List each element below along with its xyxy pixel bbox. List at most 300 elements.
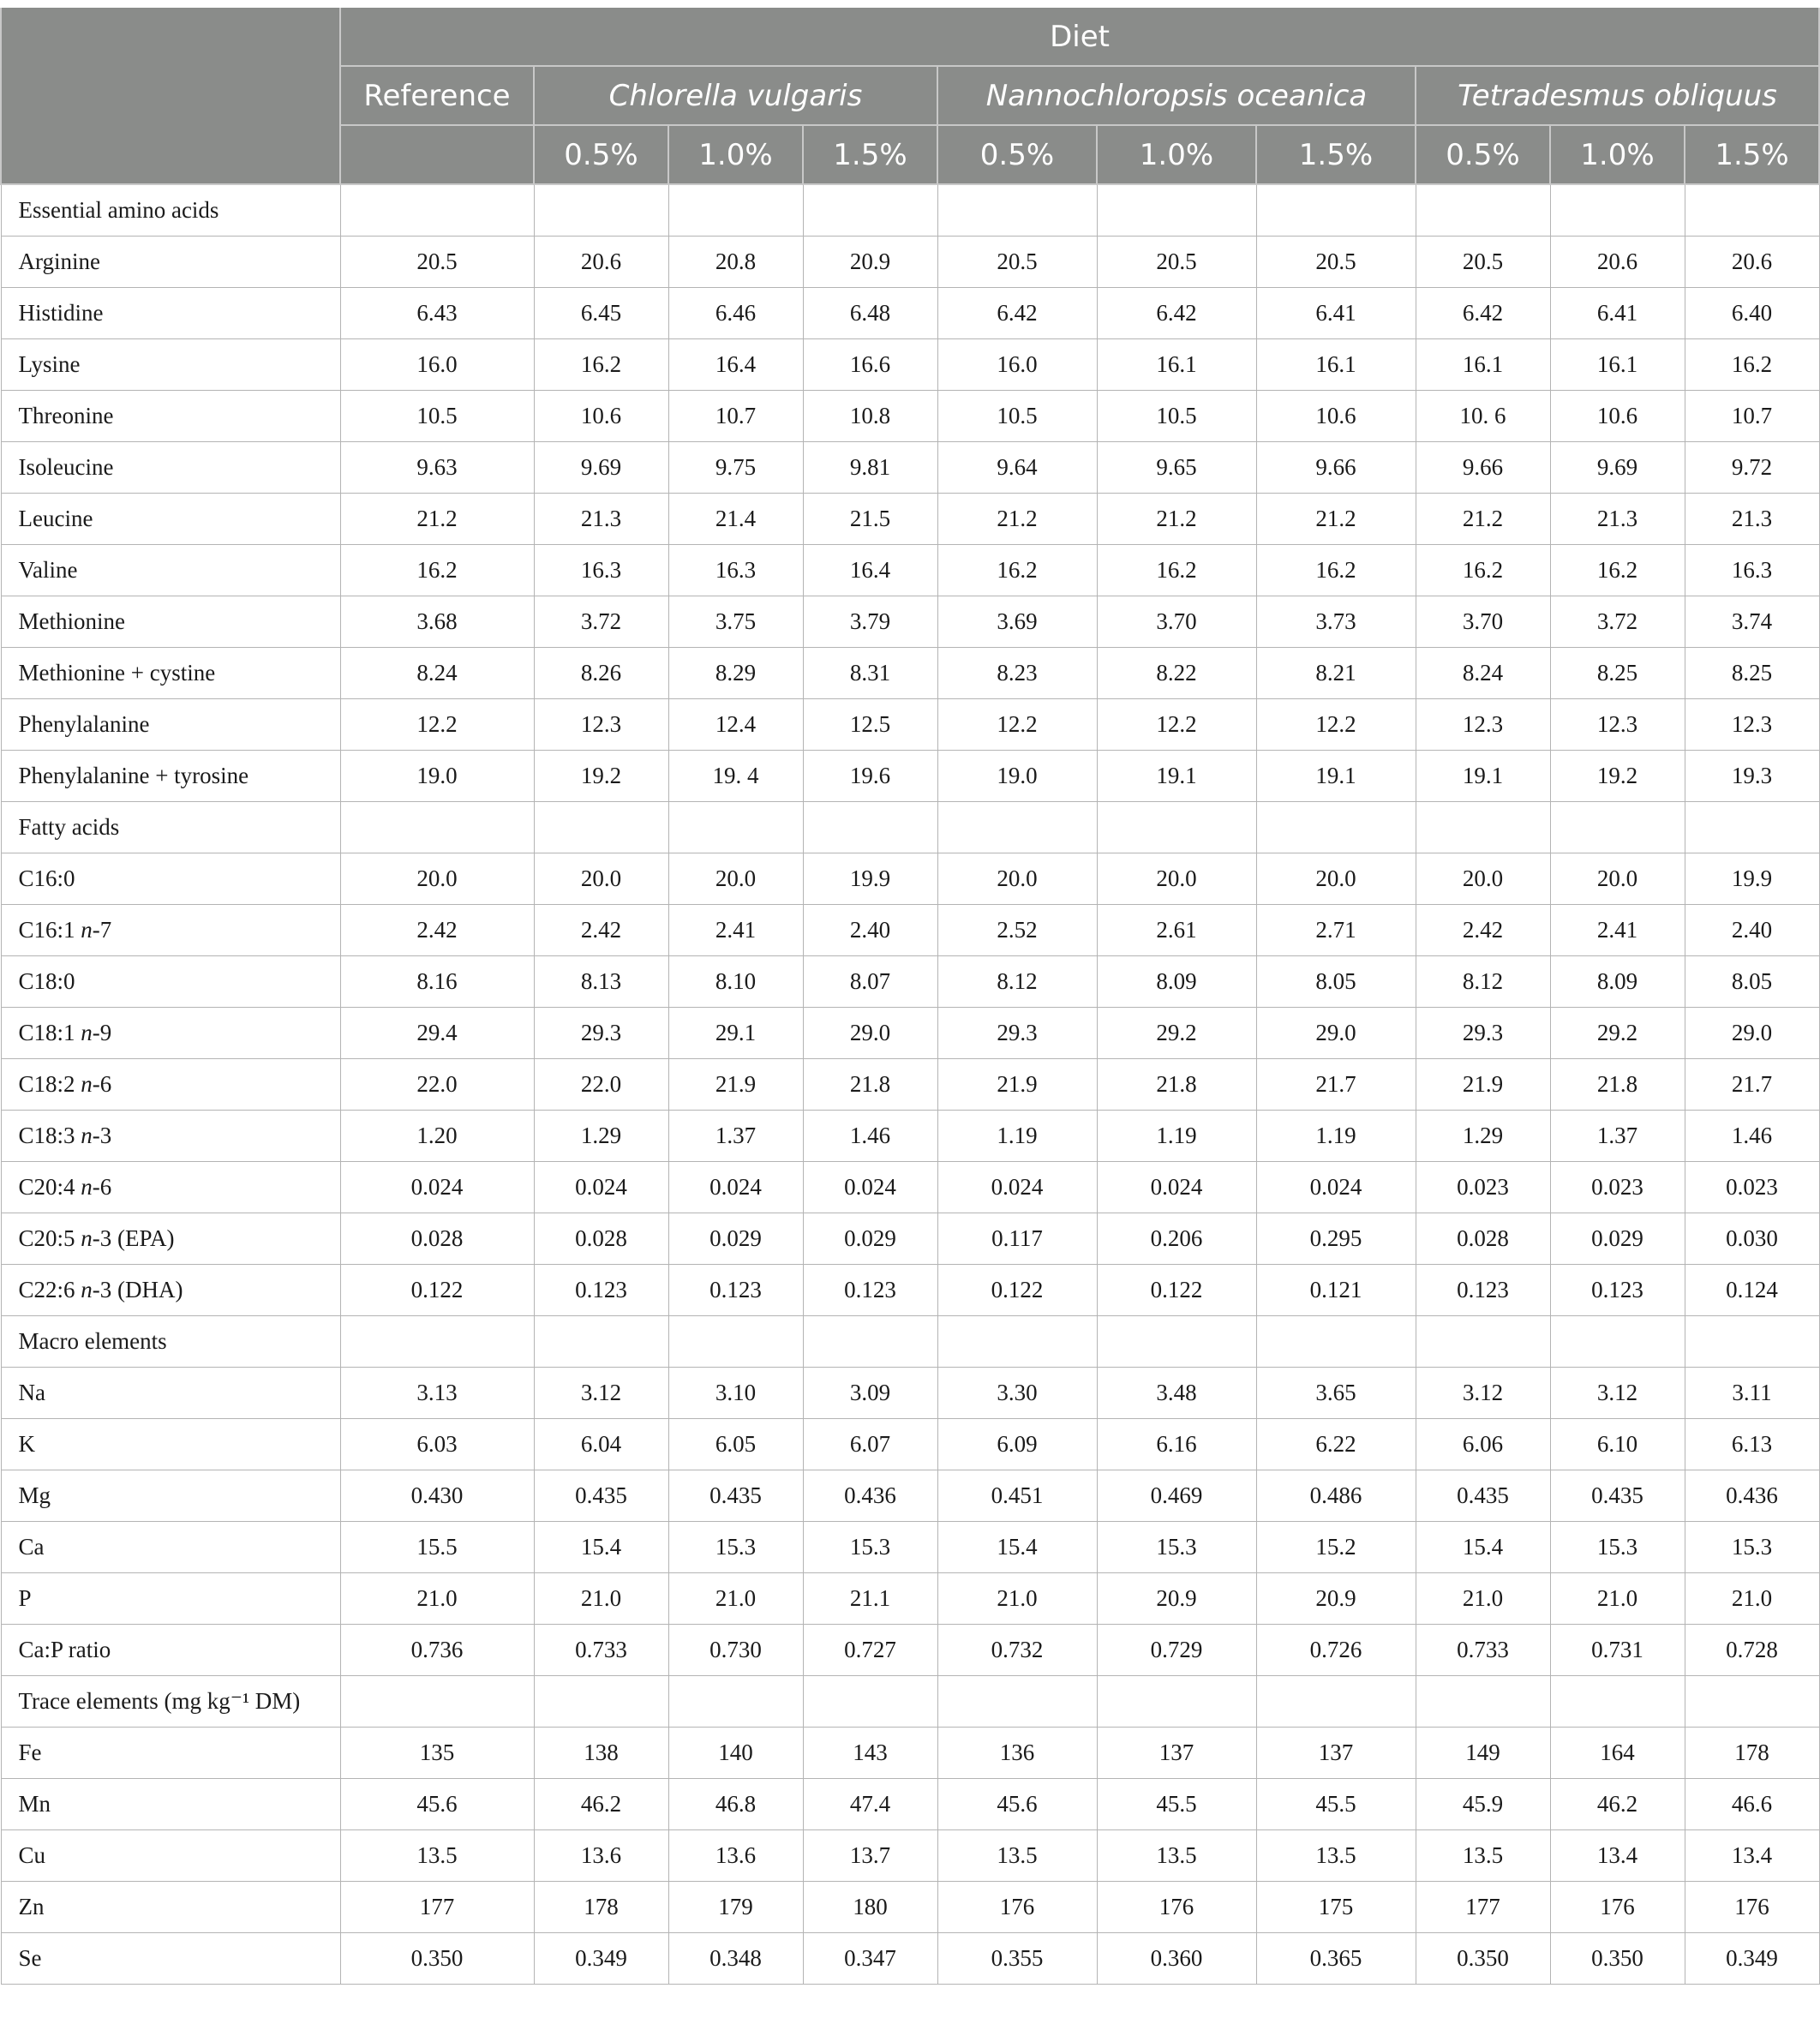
table-cell: 46.6: [1685, 1779, 1819, 1830]
row-label-text: P: [18, 1585, 32, 1611]
table-cell: 0.024: [1097, 1162, 1256, 1213]
table-cell: 8.12: [937, 956, 1097, 1008]
table-cell: 10.6: [1256, 391, 1416, 442]
table-cell: 10.7: [668, 391, 803, 442]
table-row: [1, 545, 1819, 596]
table-cell: 13.4: [1550, 1830, 1685, 1882]
table-cell: 8.05: [1685, 956, 1819, 1008]
row-label-text: Se: [18, 1945, 42, 1971]
table-cell: 0.030: [1685, 1213, 1819, 1265]
table-cell: 9.69: [534, 442, 668, 494]
table-cell: 20.9: [803, 237, 937, 288]
table-cell: [1416, 184, 1550, 237]
table-cell: 20.6: [534, 237, 668, 288]
table-cell: 0.365: [1256, 1933, 1416, 1985]
table-cell: 3.09: [803, 1368, 937, 1419]
table-cell: 21.2: [1097, 494, 1256, 545]
table-cell: 0.206: [1097, 1213, 1256, 1265]
table-cell: 2.40: [803, 905, 937, 956]
row-label: [1, 1830, 340, 1882]
table-cell: 15.3: [1685, 1522, 1819, 1573]
row-label-italic: n: [81, 917, 93, 943]
table-cell: [534, 1676, 668, 1728]
row-label: [1, 1779, 340, 1830]
table-cell: 20.0: [668, 853, 803, 905]
table-cell: 137: [1097, 1728, 1256, 1779]
table-row: [1, 1419, 1819, 1470]
table-cell: 0.360: [1097, 1933, 1256, 1985]
row-label-italic: n: [81, 1174, 93, 1200]
table-cell: 0.122: [1097, 1265, 1256, 1316]
table-cell: 6.40: [1685, 288, 1819, 339]
table-cell: 0.024: [668, 1162, 803, 1213]
table-row: [1, 1059, 1819, 1111]
table-cell: 6.22: [1256, 1419, 1416, 1470]
header-diet: Diet: [340, 8, 1819, 66]
table-cell: 9.66: [1256, 442, 1416, 494]
table-cell: 19. 4: [668, 751, 803, 802]
table-cell: 9.72: [1685, 442, 1819, 494]
table-cell: 0.355: [937, 1933, 1097, 1985]
table-cell: 20.0: [340, 853, 534, 905]
table-cell: 177: [1416, 1882, 1550, 1933]
table-cell: 6.06: [1416, 1419, 1550, 1470]
table-cell: 0.028: [340, 1213, 534, 1265]
row-label-italic: n: [81, 1071, 93, 1097]
table-cell: 12.3: [1685, 699, 1819, 751]
table-cell: 1.29: [1416, 1111, 1550, 1162]
table-cell: 21.3: [534, 494, 668, 545]
table-cell: 0.028: [534, 1213, 668, 1265]
table-cell: 16.2: [1097, 545, 1256, 596]
table-cell: 2.71: [1256, 905, 1416, 956]
row-label-text: Fe: [18, 1740, 42, 1765]
table-cell: 21.5: [803, 494, 937, 545]
table-cell: 21.8: [1550, 1059, 1685, 1111]
table-cell: 0.024: [340, 1162, 534, 1213]
table-cell: 0.124: [1685, 1265, 1819, 1316]
header-level: 1.0%: [668, 125, 803, 184]
table-cell: 2.42: [534, 905, 668, 956]
table-cell: 0.123: [803, 1265, 937, 1316]
table-row: [1, 1830, 1819, 1882]
section-row: [1, 1316, 1819, 1368]
table-cell: 3.12: [534, 1368, 668, 1419]
table-cell: 0.731: [1550, 1625, 1685, 1676]
table-cell: 16.2: [1256, 545, 1416, 596]
table-cell: 29.3: [534, 1008, 668, 1059]
table-cell: 20.5: [937, 237, 1097, 288]
header-level: 0.5%: [534, 125, 668, 184]
table-cell: [340, 802, 534, 853]
row-label-text: Isoleucine: [18, 454, 114, 480]
table-cell: 21.9: [668, 1059, 803, 1111]
row-label-italic: n: [81, 1225, 93, 1251]
table-cell: 29.4: [340, 1008, 534, 1059]
table-cell: 13.6: [534, 1830, 668, 1882]
table-cell: 9.66: [1416, 442, 1550, 494]
table-cell: [1097, 802, 1256, 853]
table-cell: 45.5: [1256, 1779, 1416, 1830]
table-cell: 3.70: [1416, 596, 1550, 648]
row-label-tail: -3 (DHA): [92, 1277, 183, 1302]
table-cell: 16.2: [534, 339, 668, 391]
table-cell: [534, 184, 668, 237]
row-label-text: Ca: [18, 1534, 45, 1560]
table-cell: 8.23: [937, 648, 1097, 699]
row-label-text: C16:0: [18, 865, 75, 891]
row-label-text: Mn: [18, 1791, 51, 1817]
row-label-text: Zn: [18, 1894, 45, 1919]
table-cell: 21.3: [1685, 494, 1819, 545]
table-cell: 0.728: [1685, 1625, 1819, 1676]
table-cell: [340, 1676, 534, 1728]
row-label: [1, 1419, 340, 1470]
table-row: [1, 1213, 1819, 1265]
table-cell: 16.3: [534, 545, 668, 596]
row-label: [1, 1625, 340, 1676]
table-cell: 16.2: [1685, 339, 1819, 391]
table-cell: 6.46: [668, 288, 803, 339]
table-cell: 16.1: [1097, 339, 1256, 391]
table-cell: 0.486: [1256, 1470, 1416, 1522]
table-cell: 0.349: [1685, 1933, 1819, 1985]
row-label: [1, 339, 340, 391]
row-label: [1, 1470, 340, 1522]
table-cell: 21.2: [1416, 494, 1550, 545]
row-label: [1, 1111, 340, 1162]
table-cell: 22.0: [340, 1059, 534, 1111]
table-cell: [668, 184, 803, 237]
row-label-italic: n: [81, 1020, 93, 1045]
table-cell: 12.3: [534, 699, 668, 751]
header-level: 0.5%: [937, 125, 1097, 184]
table-cell: 9.81: [803, 442, 937, 494]
table-cell: [803, 1316, 937, 1368]
table-cell: 0.430: [340, 1470, 534, 1522]
section-label: [1, 184, 340, 237]
table-cell: [340, 1316, 534, 1368]
table-cell: 21.0: [1685, 1573, 1819, 1625]
header-group-chlorella: Chlorella vulgaris: [534, 66, 937, 125]
table-cell: 10.6: [1550, 391, 1685, 442]
row-label-italic: n: [81, 1123, 93, 1148]
table-cell: 0.023: [1685, 1162, 1819, 1213]
row-label-text: Phenylalanine: [18, 711, 150, 737]
table-cell: 21.2: [937, 494, 1097, 545]
table-row: [1, 391, 1819, 442]
row-label: [1, 1059, 340, 1111]
table-cell: 1.19: [937, 1111, 1097, 1162]
table-cell: 20.5: [1256, 237, 1416, 288]
table-cell: 3.73: [1256, 596, 1416, 648]
row-label-text: Methionine + cystine: [18, 660, 216, 686]
table-cell: 6.07: [803, 1419, 937, 1470]
table-cell: 16.2: [340, 545, 534, 596]
table-cell: 0.435: [668, 1470, 803, 1522]
row-label-text: C18:3: [18, 1123, 81, 1148]
table-cell: 2.42: [340, 905, 534, 956]
table-cell: 0.733: [534, 1625, 668, 1676]
table-cell: 0.023: [1416, 1162, 1550, 1213]
table-cell: 12.2: [340, 699, 534, 751]
table-cell: 138: [534, 1728, 668, 1779]
table-cell: 177: [340, 1882, 534, 1933]
table-cell: 0.736: [340, 1625, 534, 1676]
table-row: [1, 288, 1819, 339]
table-cell: [1685, 184, 1819, 237]
table-cell: [1685, 1316, 1819, 1368]
row-label-text: C20:4: [18, 1174, 81, 1200]
table-cell: 20.9: [1097, 1573, 1256, 1625]
table-cell: 29.0: [1685, 1008, 1819, 1059]
row-label-tail: -3: [92, 1123, 112, 1148]
row-label: [1, 442, 340, 494]
table-cell: 21.0: [534, 1573, 668, 1625]
table-cell: 149: [1416, 1728, 1550, 1779]
table-cell: 9.69: [1550, 442, 1685, 494]
table-cell: 15.3: [668, 1522, 803, 1573]
table-row: [1, 699, 1819, 751]
header-level: 1.0%: [1097, 125, 1256, 184]
table-row: [1, 956, 1819, 1008]
table-cell: 6.42: [937, 288, 1097, 339]
table-cell: [1685, 1676, 1819, 1728]
table-cell: 10.5: [1097, 391, 1256, 442]
table-cell: 21.9: [937, 1059, 1097, 1111]
table-cell: 22.0: [534, 1059, 668, 1111]
table-cell: 16.0: [937, 339, 1097, 391]
row-label: [1, 1573, 340, 1625]
table-cell: 0.350: [1416, 1933, 1550, 1985]
table-cell: 29.0: [1256, 1008, 1416, 1059]
table-row: [1, 1573, 1819, 1625]
row-label-text: C18:1: [18, 1020, 81, 1045]
table-cell: 0.117: [937, 1213, 1097, 1265]
table-cell: 3.70: [1097, 596, 1256, 648]
table-cell: 19.2: [534, 751, 668, 802]
row-label-italic: n: [81, 1277, 93, 1302]
table-cell: 2.52: [937, 905, 1097, 956]
row-label-text: Phenylalanine + tyrosine: [18, 763, 249, 788]
table-cell: 6.13: [1685, 1419, 1819, 1470]
table-cell: 0.350: [1550, 1933, 1685, 1985]
section-row: [1, 1676, 1819, 1728]
table-cell: [1097, 1316, 1256, 1368]
table-cell: 0.451: [937, 1470, 1097, 1522]
table-cell: 1.19: [1256, 1111, 1416, 1162]
table-cell: 21.0: [340, 1573, 534, 1625]
table-cell: 29.2: [1550, 1008, 1685, 1059]
table-cell: [937, 1316, 1097, 1368]
header-level: 0.5%: [1416, 125, 1550, 184]
table-cell: 2.61: [1097, 905, 1256, 956]
table-cell: 15.3: [1097, 1522, 1256, 1573]
table-cell: 20.0: [1550, 853, 1685, 905]
row-label-text: Macro elements: [18, 1328, 167, 1354]
row-label-text: Arginine: [18, 249, 100, 274]
row-label-text: C18:2: [18, 1071, 81, 1097]
table-cell: 3.68: [340, 596, 534, 648]
table-cell: [1256, 802, 1416, 853]
table-cell: 21.8: [803, 1059, 937, 1111]
table-cell: 47.4: [803, 1779, 937, 1830]
table-cell: 178: [534, 1882, 668, 1933]
table-cell: 0.122: [340, 1265, 534, 1316]
section-label: [1, 802, 340, 853]
table-cell: 3.30: [937, 1368, 1097, 1419]
row-label: [1, 905, 340, 956]
table-cell: 178: [1685, 1728, 1819, 1779]
header-level: 1.5%: [803, 125, 937, 184]
table-cell: 21.4: [668, 494, 803, 545]
table-cell: 3.65: [1256, 1368, 1416, 1419]
table-cell: 20.0: [1416, 853, 1550, 905]
table-cell: [1550, 184, 1685, 237]
table-cell: 6.03: [340, 1419, 534, 1470]
table-cell: 8.10: [668, 956, 803, 1008]
table-cell: [668, 1316, 803, 1368]
table-cell: [1097, 184, 1256, 237]
table-cell: 20.8: [668, 237, 803, 288]
table-cell: 29.1: [668, 1008, 803, 1059]
table-cell: 136: [937, 1728, 1097, 1779]
row-label-tail: -7: [92, 917, 112, 943]
table-cell: 0.349: [534, 1933, 668, 1985]
table-cell: 0.435: [1416, 1470, 1550, 1522]
table-cell: 6.42: [1416, 288, 1550, 339]
table-cell: [1097, 1676, 1256, 1728]
table-cell: 46.2: [534, 1779, 668, 1830]
table-cell: 46.2: [1550, 1779, 1685, 1830]
table-cell: 6.09: [937, 1419, 1097, 1470]
table-cell: 0.347: [803, 1933, 937, 1985]
row-label: [1, 288, 340, 339]
table-cell: 12.2: [1256, 699, 1416, 751]
table-cell: 143: [803, 1728, 937, 1779]
table-cell: 6.41: [1256, 288, 1416, 339]
table-row: [1, 1728, 1819, 1779]
table-cell: 0.733: [1416, 1625, 1550, 1676]
table-cell: 0.732: [937, 1625, 1097, 1676]
table-row: [1, 1008, 1819, 1059]
table-cell: 0.436: [1685, 1470, 1819, 1522]
table-cell: 15.5: [340, 1522, 534, 1573]
table-cell: 10.6: [534, 391, 668, 442]
table-cell: 9.63: [340, 442, 534, 494]
table-cell: 13.5: [1097, 1830, 1256, 1882]
table-cell: 13.5: [340, 1830, 534, 1882]
row-label-text: Fatty acids: [18, 814, 120, 840]
table-cell: 12.4: [668, 699, 803, 751]
table-cell: 8.29: [668, 648, 803, 699]
table-cell: 176: [937, 1882, 1097, 1933]
table-cell: 2.40: [1685, 905, 1819, 956]
table-cell: 0.023: [1550, 1162, 1685, 1213]
row-label-text: C16:1: [18, 917, 81, 943]
row-label: [1, 545, 340, 596]
row-label: [1, 1265, 340, 1316]
table-cell: 3.10: [668, 1368, 803, 1419]
table-cell: 0.727: [803, 1625, 937, 1676]
table-cell: 6.48: [803, 288, 937, 339]
table-cell: 13.6: [668, 1830, 803, 1882]
table-row: [1, 1265, 1819, 1316]
table-cell: 0.024: [1256, 1162, 1416, 1213]
table-cell: 9.75: [668, 442, 803, 494]
section-row: [1, 802, 1819, 853]
table-cell: 3.75: [668, 596, 803, 648]
table-cell: 15.4: [937, 1522, 1097, 1573]
table-row: [1, 339, 1819, 391]
row-label: [1, 1728, 340, 1779]
table-cell: [668, 802, 803, 853]
table-cell: 0.436: [803, 1470, 937, 1522]
table-cell: 6.42: [1097, 288, 1256, 339]
table-cell: 8.13: [534, 956, 668, 1008]
table-cell: [1550, 1676, 1685, 1728]
table-row: [1, 1162, 1819, 1213]
table-cell: [1416, 1316, 1550, 1368]
row-label: [1, 1882, 340, 1933]
table-cell: 8.24: [340, 648, 534, 699]
table-cell: 0.123: [668, 1265, 803, 1316]
row-label: [1, 1368, 340, 1419]
table-cell: 21.7: [1256, 1059, 1416, 1111]
table-cell: 20.5: [340, 237, 534, 288]
table-cell: 16.1: [1550, 339, 1685, 391]
table-cell: 16.6: [803, 339, 937, 391]
row-label-text: C22:6: [18, 1277, 81, 1302]
table-cell: 20.5: [1097, 237, 1256, 288]
table-cell: 164: [1550, 1728, 1685, 1779]
table-row: [1, 494, 1819, 545]
table-cell: 29.0: [803, 1008, 937, 1059]
row-label: [1, 237, 340, 288]
row-label-tail: -6: [92, 1071, 112, 1097]
table-cell: 20.5: [1416, 237, 1550, 288]
table-row: [1, 1933, 1819, 1985]
table-cell: 21.0: [668, 1573, 803, 1625]
table-cell: 0.435: [1550, 1470, 1685, 1522]
row-label: [1, 853, 340, 905]
table-cell: 1.20: [340, 1111, 534, 1162]
table-cell: 21.3: [1550, 494, 1685, 545]
table-cell: 3.11: [1685, 1368, 1819, 1419]
table-cell: 16.3: [1685, 545, 1819, 596]
table-cell: 45.9: [1416, 1779, 1550, 1830]
table-cell: 46.8: [668, 1779, 803, 1830]
row-label: [1, 1933, 340, 1985]
table-row: [1, 442, 1819, 494]
row-label-tail: -6: [92, 1174, 112, 1200]
table-cell: 16.0: [340, 339, 534, 391]
table-cell: 13.5: [1416, 1830, 1550, 1882]
table-cell: 0.729: [1097, 1625, 1256, 1676]
row-label-text: Histidine: [18, 300, 104, 326]
row-label: [1, 699, 340, 751]
table-cell: 0.348: [668, 1933, 803, 1985]
row-label: [1, 751, 340, 802]
table-cell: 0.024: [534, 1162, 668, 1213]
table-cell: [803, 1676, 937, 1728]
table-cell: 19.0: [340, 751, 534, 802]
table-row: [1, 1882, 1819, 1933]
table-cell: 10. 6: [1416, 391, 1550, 442]
table-cell: 19.1: [1256, 751, 1416, 802]
table-cell: 2.42: [1416, 905, 1550, 956]
table-cell: 15.4: [534, 1522, 668, 1573]
